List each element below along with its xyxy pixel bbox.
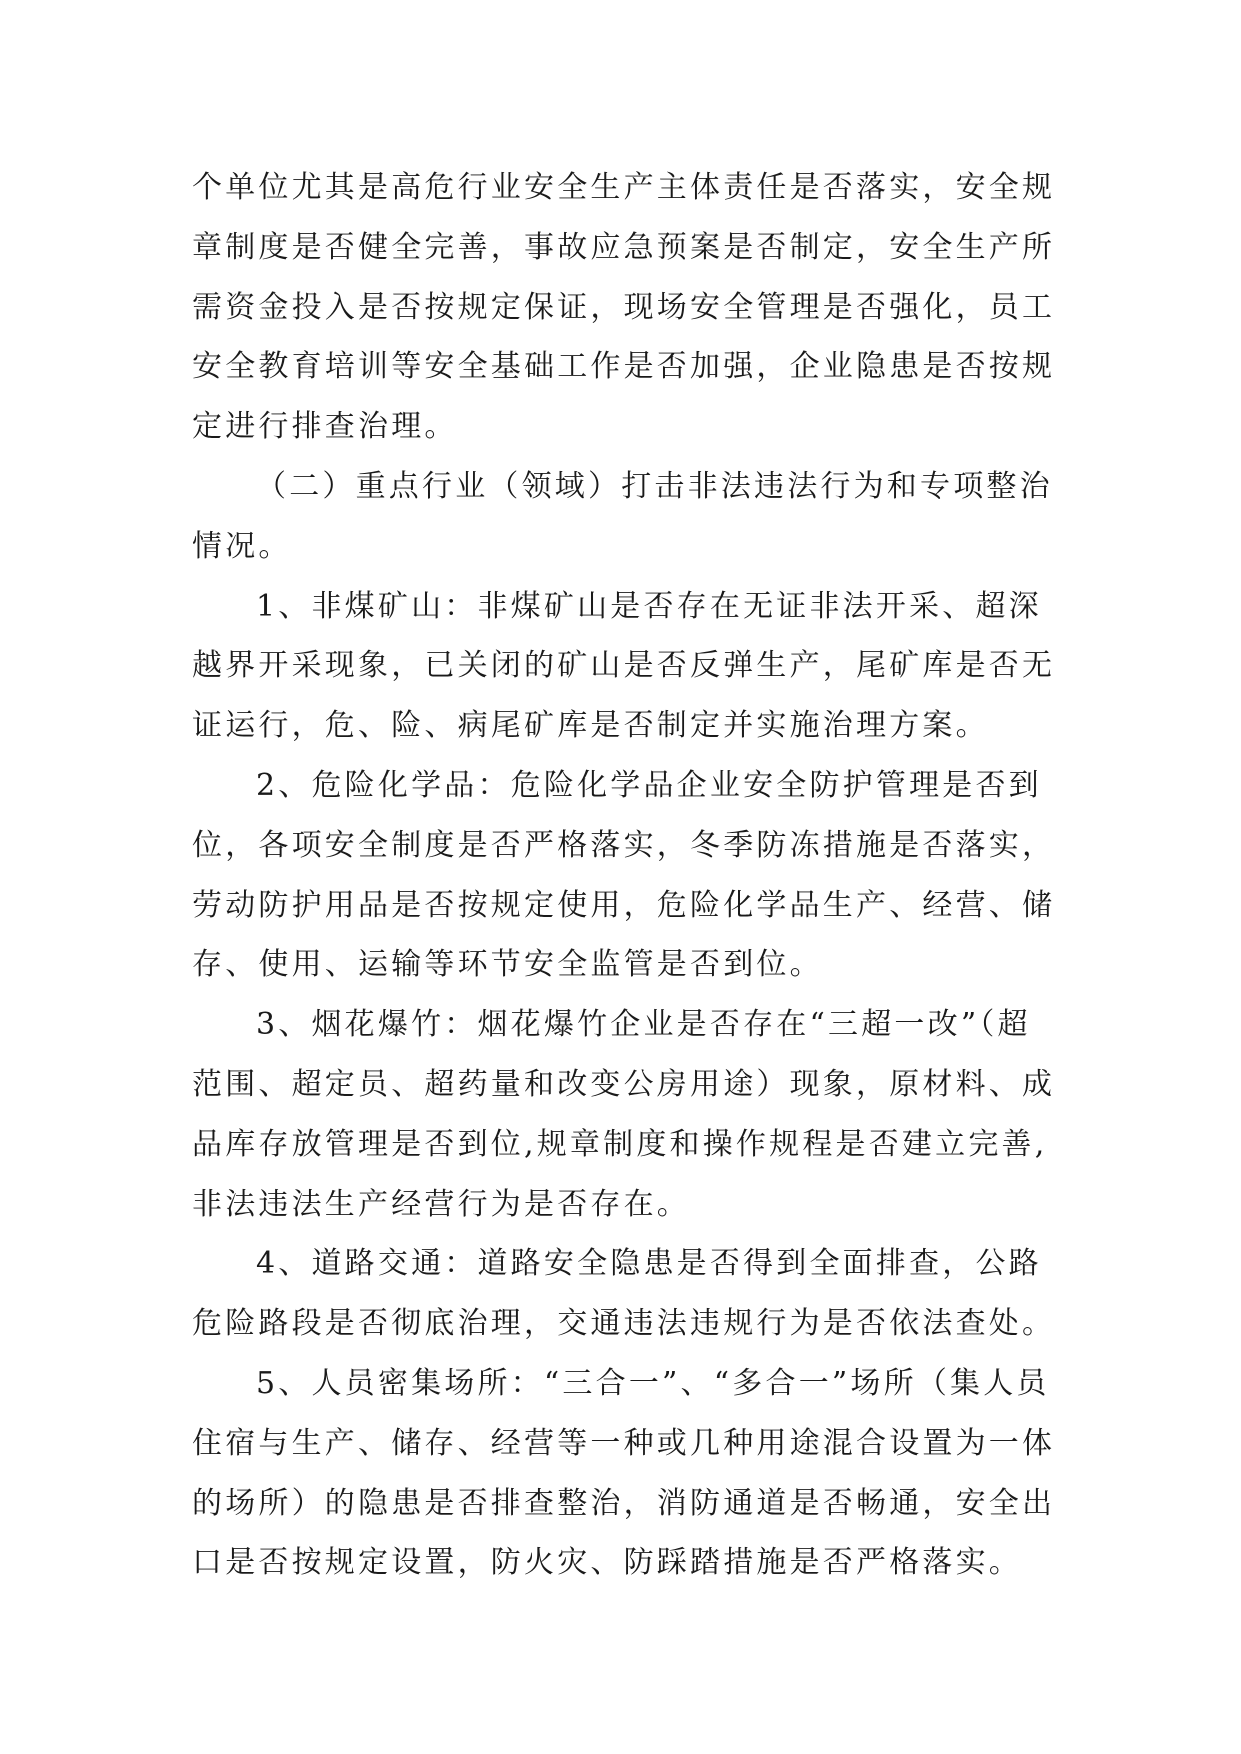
text-line: 个单位尤其是高危行业安全生产主体责任是否落实，安全规 (192, 170, 1056, 205)
text-line: （二）重点行业（领域）打击非法违法行为和专项整治 (256, 468, 1053, 504)
text-line: 定进行排查治理。 (192, 409, 458, 445)
text-line: 4、道路交通：道路安全隐患是否得到全面排查，公路 (256, 1246, 1042, 1282)
text-line: 非法违法生产经营行为是否存在。 (192, 1186, 690, 1222)
text-line: 品库存放管理是否到位,规章制度和操作规程是否建立完善, (192, 1126, 1048, 1162)
text-line: 情况。 (192, 528, 292, 564)
text-line: 劳动防护用品是否按规定使用，危险化学品生产、经营、储 (192, 887, 1056, 923)
document-body (192, 158, 1060, 1593)
text-line: 1、非煤矿山：非煤矿山是否存在无证非法开采、超深 (256, 588, 1042, 624)
text-line: 2、危险化学品：危险化学品企业安全防护管理是否到 (256, 767, 1042, 803)
text-line: 需资金投入是否按规定保证，现场安全管理是否强化，员工 (192, 289, 1056, 325)
text-line: 章制度是否健全完善，事故应急预案是否制定，安全生产所 (192, 229, 1056, 265)
text-line: 证运行，危、险、病尾矿库是否制定并实施治理方案。 (192, 708, 989, 744)
text-line: 3、烟花爆竹：烟花爆竹企业是否存在“三超一改”（超 (256, 1007, 1031, 1043)
text-line: 位，各项安全制度是否严格落实，冬季防冻措施是否落实， (192, 827, 1056, 863)
text-line: 越界开采现象，已关闭的矿山是否反弹生产，尾矿库是否无 (192, 648, 1056, 684)
text-line: 危险路段是否彻底治理，交通违法违规行为是否依法查处。 (192, 1306, 1056, 1342)
text-line: 住宿与生产、储存、经营等一种或几种用途混合设置为一体 (192, 1425, 1056, 1461)
text-line: 口是否按规定设置，防火灾、防踩踏措施是否严格落实。 (192, 1545, 1022, 1581)
text-line: 范围、超定员、超药量和改变公房用途）现象，原材料、成 (192, 1066, 1056, 1102)
text-line: 存、使用、运输等环节安全监管是否到位。 (192, 947, 823, 983)
text-line: 5、人员密集场所：“三合一”、“多合一”场所（集人员 (256, 1365, 1050, 1401)
text-line: 安全教育培训等安全基础工作是否加强，企业隐患是否按规 (192, 349, 1056, 385)
text-line: 的场所）的隐患是否排查整治，消防通道是否畅通，安全出 (192, 1485, 1056, 1521)
